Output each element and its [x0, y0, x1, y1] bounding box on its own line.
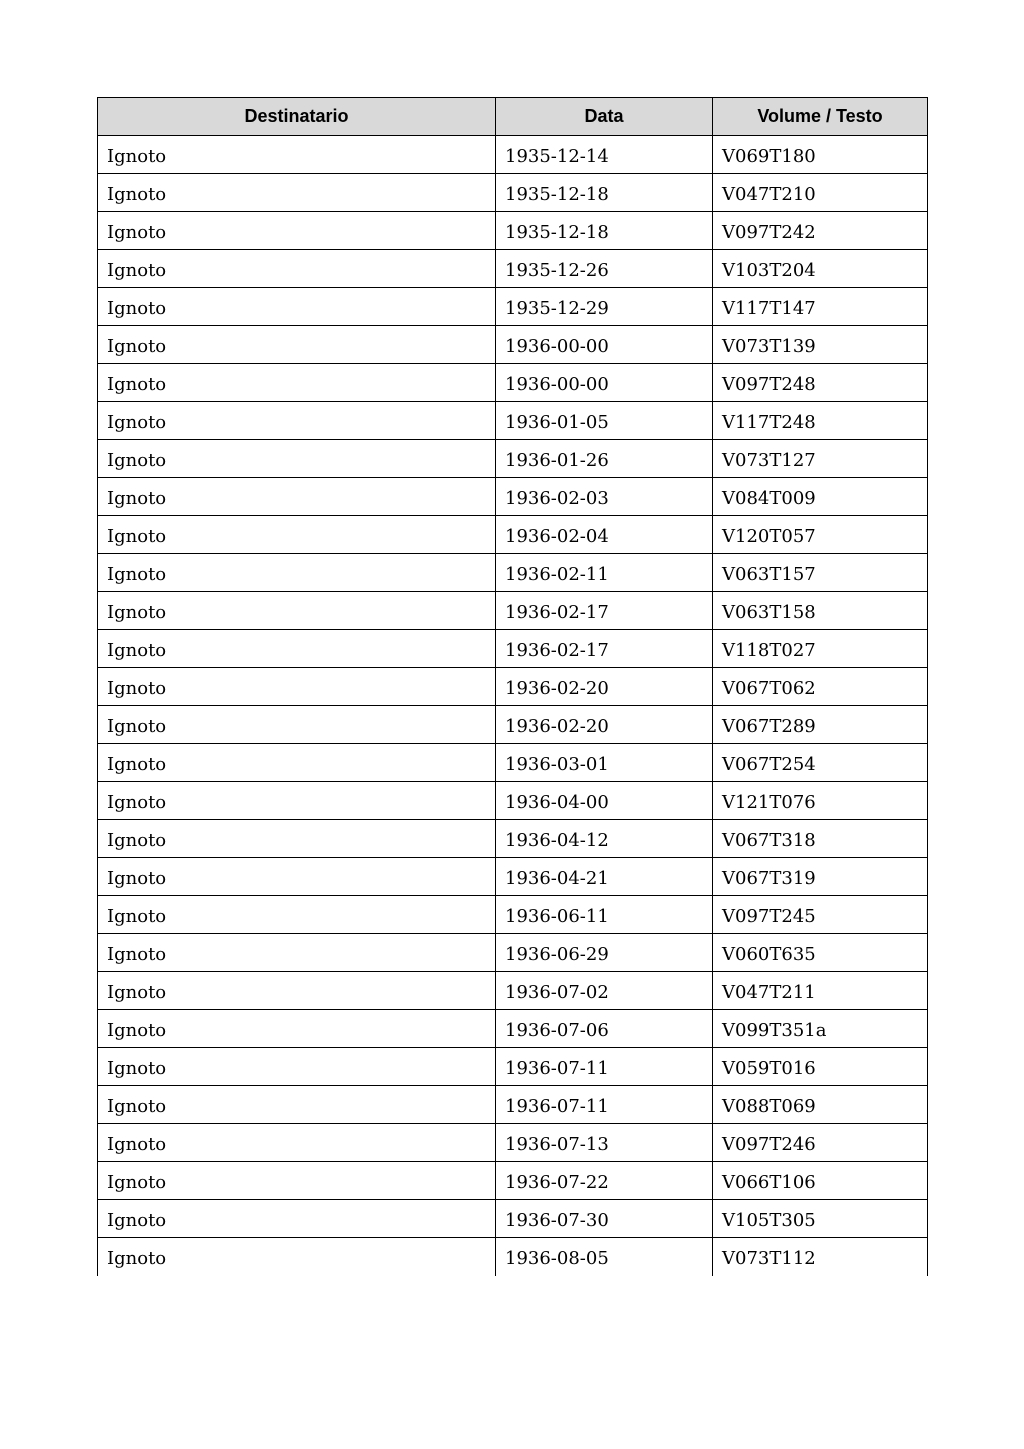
date-cell: 1936-00-00	[496, 326, 713, 364]
volume-text-cell: V069T180	[713, 136, 928, 174]
recipient-cell: Ignoto	[98, 440, 496, 478]
date-cell: 1936-07-30	[496, 1200, 713, 1238]
date-cell: 1936-03-01	[496, 744, 713, 782]
table-row	[98, 136, 928, 174]
table-row	[98, 1048, 928, 1086]
table-row	[98, 630, 928, 668]
volume-text-cell: V097T245	[713, 896, 928, 934]
recipient-cell: Ignoto	[98, 592, 496, 630]
volume-text-cell: V073T112	[713, 1238, 928, 1276]
recipient-cell: Ignoto	[98, 706, 496, 744]
date-cell: 1935-12-18	[496, 212, 713, 250]
table-row	[98, 668, 928, 706]
date-cell: 1936-02-20	[496, 706, 713, 744]
volume-text-cell: V097T242	[713, 212, 928, 250]
volume-text-cell: V067T318	[713, 820, 928, 858]
recipient-cell: Ignoto	[98, 364, 496, 402]
recipient-cell: Ignoto	[98, 326, 496, 364]
volume-text-cell: V117T248	[713, 402, 928, 440]
volume-text-cell: V105T305	[713, 1200, 928, 1238]
date-cell: 1936-01-26	[496, 440, 713, 478]
header-data: Data	[496, 98, 713, 136]
recipient-cell: Ignoto	[98, 212, 496, 250]
date-cell: 1935-12-29	[496, 288, 713, 326]
volume-text-cell: V117T147	[713, 288, 928, 326]
volume-text-cell: V073T127	[713, 440, 928, 478]
table-row	[98, 1010, 928, 1048]
recipient-cell: Ignoto	[98, 934, 496, 972]
volume-text-cell: V120T057	[713, 516, 928, 554]
table-row	[98, 212, 928, 250]
table-row	[98, 516, 928, 554]
date-cell: 1936-04-21	[496, 858, 713, 896]
date-cell: 1936-02-11	[496, 554, 713, 592]
table-row	[98, 820, 928, 858]
table-row	[98, 592, 928, 630]
date-cell: 1935-12-26	[496, 250, 713, 288]
recipient-cell: Ignoto	[98, 1124, 496, 1162]
volume-text-cell: V067T319	[713, 858, 928, 896]
recipient-cell: Ignoto	[98, 288, 496, 326]
recipient-cell: Ignoto	[98, 630, 496, 668]
volume-text-cell: V047T211	[713, 972, 928, 1010]
volume-text-cell: V047T210	[713, 174, 928, 212]
header-volume-testo: Volume / Testo	[713, 98, 928, 136]
recipient-cell: Ignoto	[98, 1238, 496, 1276]
table-row	[98, 402, 928, 440]
volume-text-cell: V121T076	[713, 782, 928, 820]
table-row	[98, 744, 928, 782]
table-row	[98, 1086, 928, 1124]
volume-text-cell: V067T254	[713, 744, 928, 782]
volume-text-cell: V060T635	[713, 934, 928, 972]
table-row	[98, 174, 928, 212]
table-row	[98, 478, 928, 516]
volume-text-cell: V059T016	[713, 1048, 928, 1086]
table-row	[98, 440, 928, 478]
recipient-cell: Ignoto	[98, 402, 496, 440]
table-row	[98, 1124, 928, 1162]
date-cell: 1936-07-06	[496, 1010, 713, 1048]
table-row	[98, 554, 928, 592]
date-cell: 1936-02-03	[496, 478, 713, 516]
header-row	[98, 98, 928, 136]
volume-text-cell: V088T069	[713, 1086, 928, 1124]
table-row	[98, 934, 928, 972]
volume-text-cell: V084T009	[713, 478, 928, 516]
table-row	[98, 288, 928, 326]
date-cell: 1936-06-11	[496, 896, 713, 934]
date-cell: 1936-07-11	[496, 1086, 713, 1124]
table-row	[98, 364, 928, 402]
volume-text-cell: V097T246	[713, 1124, 928, 1162]
recipient-cell: Ignoto	[98, 1086, 496, 1124]
table-header	[98, 98, 928, 136]
volume-text-cell: V067T062	[713, 668, 928, 706]
date-cell: 1936-08-05	[496, 1238, 713, 1276]
recipient-cell: Ignoto	[98, 478, 496, 516]
date-cell: 1936-04-00	[496, 782, 713, 820]
recipient-cell: Ignoto	[98, 972, 496, 1010]
header-destinatario: Destinatario	[98, 98, 496, 136]
date-cell: 1936-02-17	[496, 592, 713, 630]
volume-text-cell: V063T157	[713, 554, 928, 592]
recipient-cell: Ignoto	[98, 858, 496, 896]
date-cell: 1936-07-13	[496, 1124, 713, 1162]
letters-table	[97, 97, 928, 1276]
recipient-cell: Ignoto	[98, 1200, 496, 1238]
recipient-cell: Ignoto	[98, 250, 496, 288]
volume-text-cell: V066T106	[713, 1162, 928, 1200]
recipient-cell: Ignoto	[98, 1162, 496, 1200]
date-cell: 1936-04-12	[496, 820, 713, 858]
table-row	[98, 250, 928, 288]
volume-text-cell: V063T158	[713, 592, 928, 630]
recipient-cell: Ignoto	[98, 554, 496, 592]
volume-text-cell: V073T139	[713, 326, 928, 364]
volume-text-cell: V103T204	[713, 250, 928, 288]
date-cell: 1936-02-17	[496, 630, 713, 668]
recipient-cell: Ignoto	[98, 896, 496, 934]
table-row	[98, 326, 928, 364]
date-cell: 1936-00-00	[496, 364, 713, 402]
date-cell: 1936-06-29	[496, 934, 713, 972]
table-row	[98, 782, 928, 820]
date-cell: 1936-07-22	[496, 1162, 713, 1200]
date-cell: 1936-07-11	[496, 1048, 713, 1086]
table-row	[98, 1238, 928, 1276]
recipient-cell: Ignoto	[98, 174, 496, 212]
date-cell: 1936-01-05	[496, 402, 713, 440]
recipient-cell: Ignoto	[98, 782, 496, 820]
table-body	[98, 136, 928, 1276]
date-cell: 1936-02-04	[496, 516, 713, 554]
table-row	[98, 1200, 928, 1238]
volume-text-cell: V118T027	[713, 630, 928, 668]
date-cell: 1936-02-20	[496, 668, 713, 706]
recipient-cell: Ignoto	[98, 136, 496, 174]
table-row	[98, 1162, 928, 1200]
date-cell: 1935-12-14	[496, 136, 713, 174]
recipient-cell: Ignoto	[98, 820, 496, 858]
recipient-cell: Ignoto	[98, 1010, 496, 1048]
recipient-cell: Ignoto	[98, 744, 496, 782]
table-row	[98, 972, 928, 1010]
volume-text-cell: V099T351a	[713, 1010, 928, 1048]
table-row	[98, 858, 928, 896]
recipient-cell: Ignoto	[98, 668, 496, 706]
volume-text-cell: V097T248	[713, 364, 928, 402]
date-cell: 1936-07-02	[496, 972, 713, 1010]
recipient-cell: Ignoto	[98, 1048, 496, 1086]
date-cell: 1935-12-18	[496, 174, 713, 212]
volume-text-cell: V067T289	[713, 706, 928, 744]
table-row	[98, 706, 928, 744]
table-row	[98, 896, 928, 934]
recipient-cell: Ignoto	[98, 516, 496, 554]
